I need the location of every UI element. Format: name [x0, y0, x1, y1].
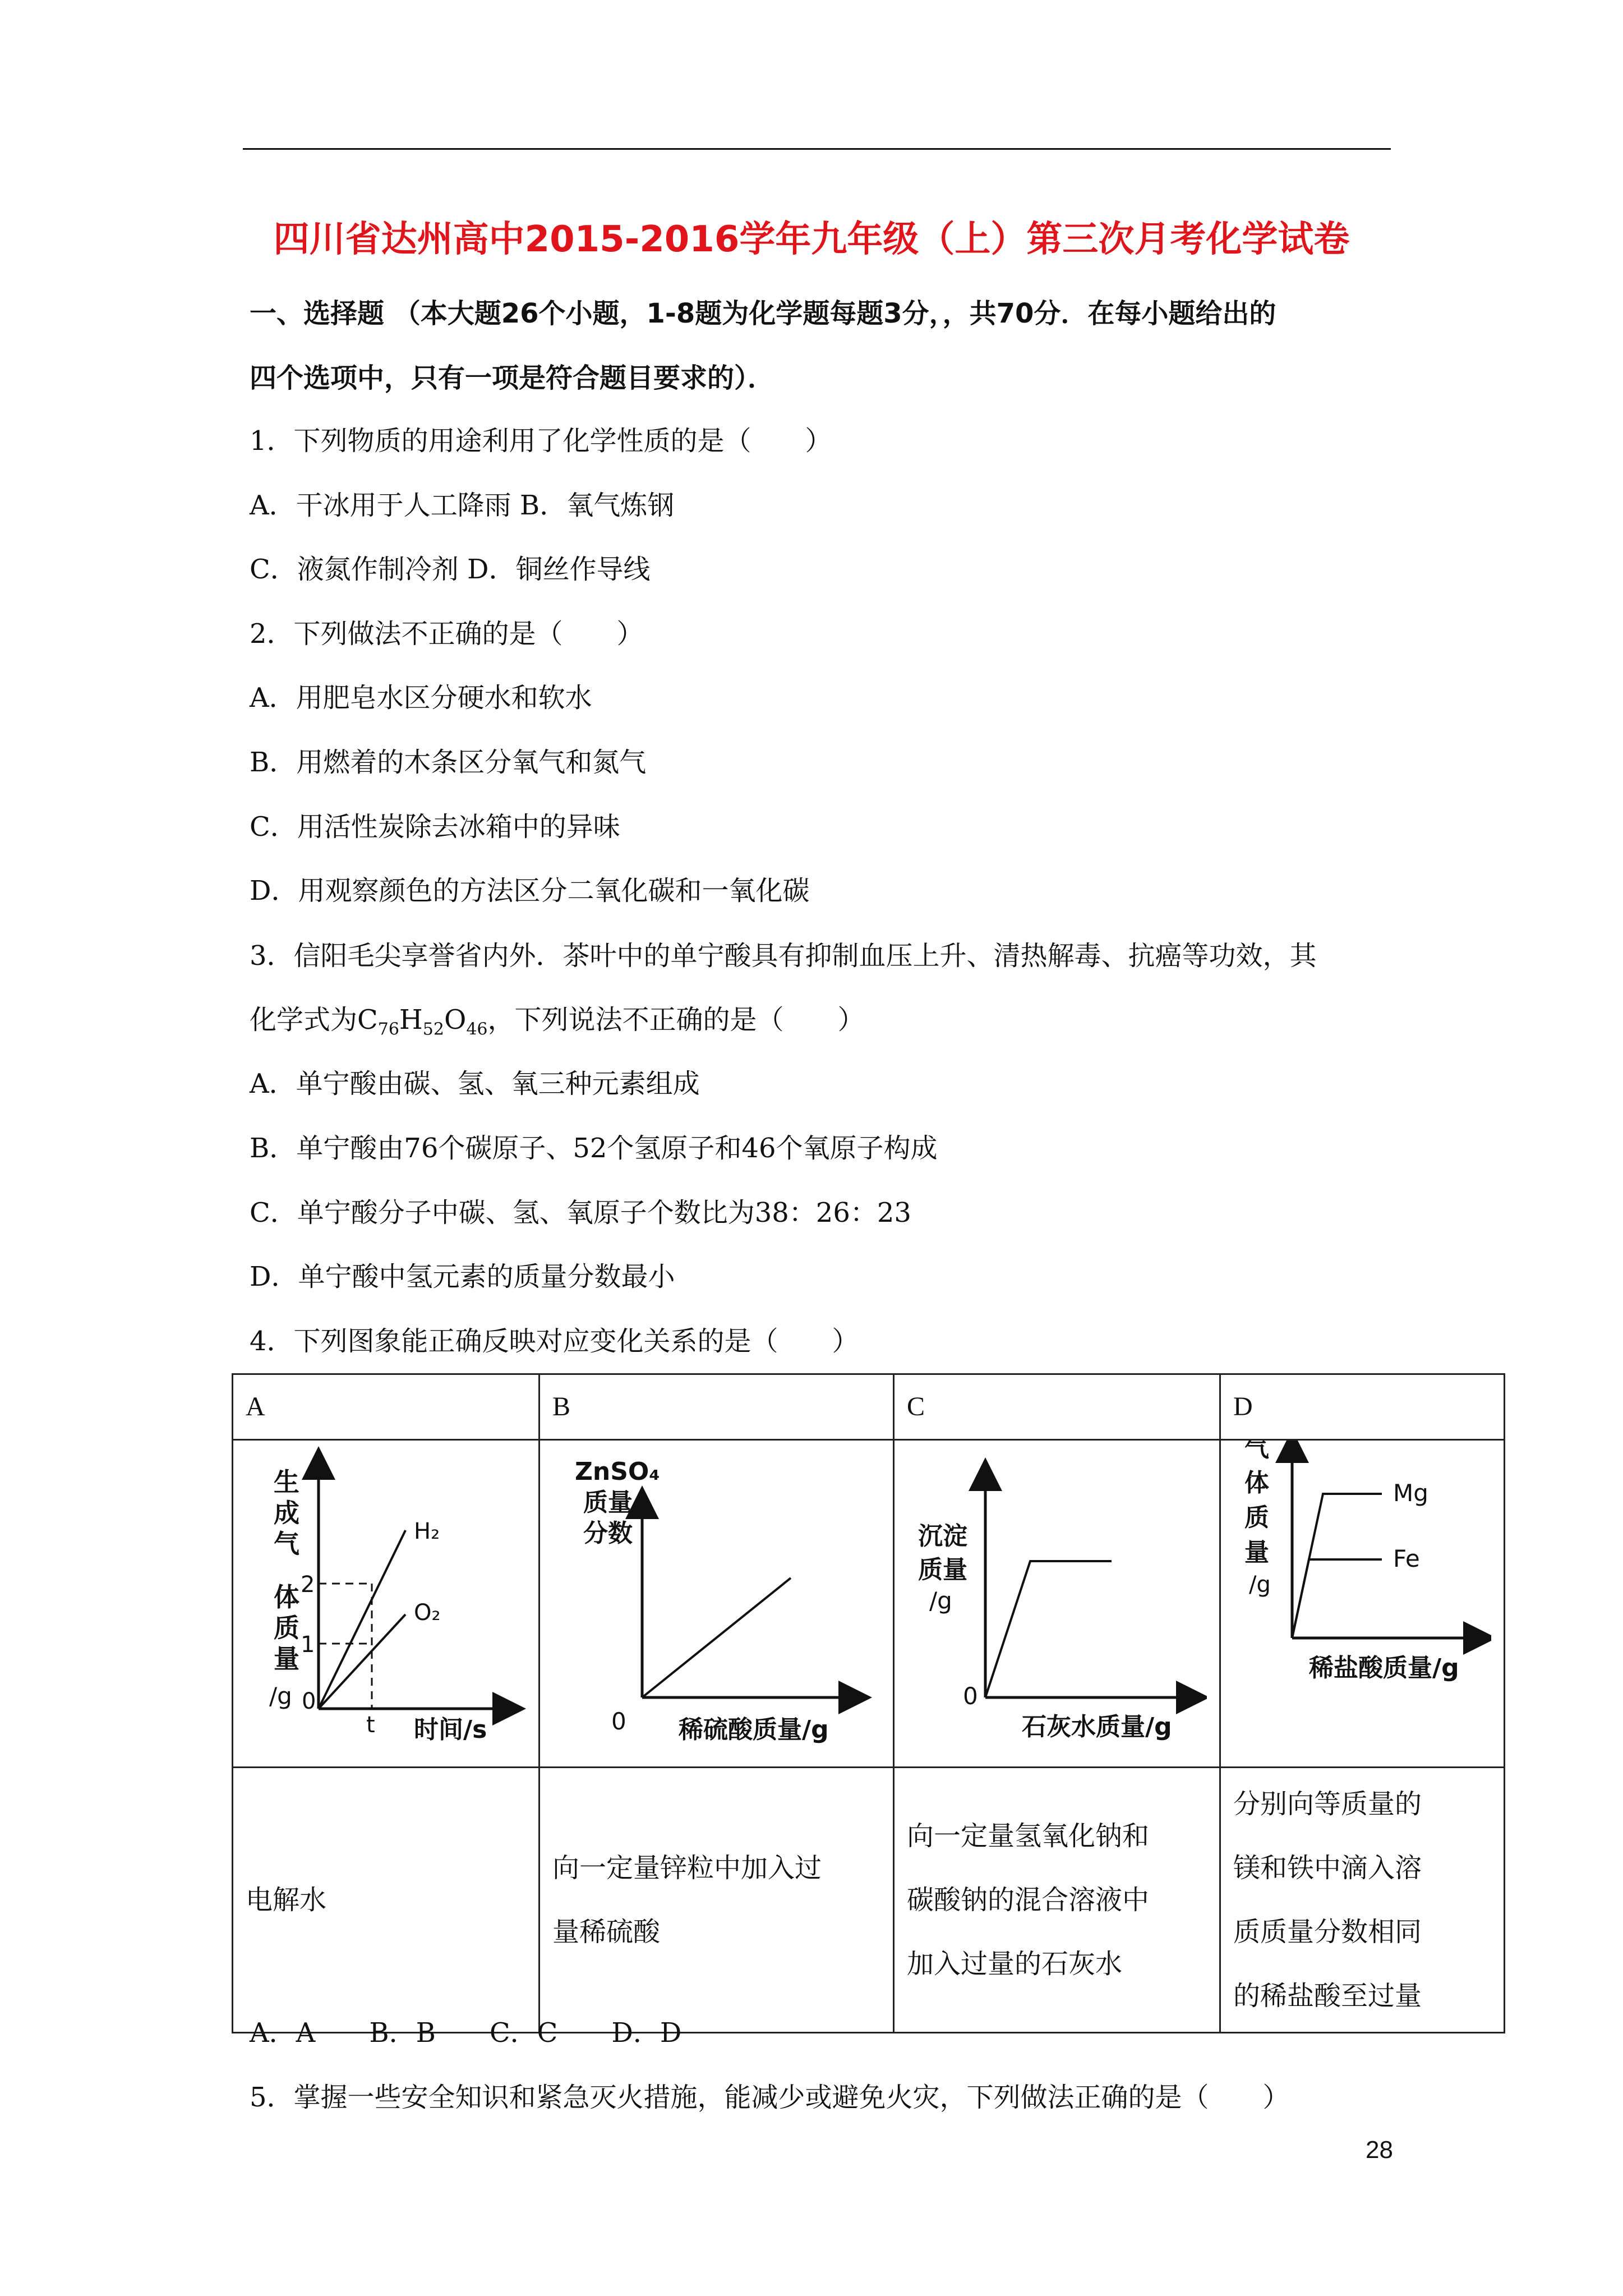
graph-c-origin: 0 — [963, 1682, 978, 1710]
q4-options: A．A B．B C．C D．D — [250, 2017, 682, 2049]
header-a: A — [233, 1374, 540, 1440]
graph-c-ylabel-1: 沉淀 — [918, 1522, 967, 1550]
q2-stem: 2．下列做法不正确的是（ ） — [250, 618, 644, 650]
graph-d-ylabel-1: 体 — [1244, 1469, 1269, 1497]
graph-c-xlabel: 石灰水质量/g — [1022, 1713, 1172, 1741]
graph-c-ylabel-3: /g — [929, 1587, 952, 1614]
graph-d-xlabel: 稀盐酸质量/g — [1309, 1654, 1459, 1682]
q1-stem: 1．下列物质的用途利用了化学性质的是（ ） — [250, 425, 832, 457]
q2-option-a: A．用肥皂水区分硬水和软水 — [250, 682, 592, 714]
desc-a: 电解水 — [233, 1768, 540, 2033]
graph-c-cell — [894, 1440, 1220, 1768]
q2-option-d: D．用观察颜色的方法区分二氧化碳和一氧化碳 — [250, 875, 810, 907]
graph-b — [552, 1441, 880, 1743]
page-number: 28 — [1366, 2136, 1393, 2164]
desc-b: 向一定量锌粒中加入过 量稀硫酸 — [540, 1768, 894, 2033]
graph-d-fe-line — [1292, 1559, 1382, 1638]
graph-a-ylabel-5: 量 — [274, 1644, 299, 1674]
graph-a-origin: 0 — [302, 1688, 316, 1714]
graph-d-mg-line — [1292, 1494, 1382, 1638]
graph-a-o2-label: O₂ — [414, 1600, 441, 1626]
graph-c-line — [985, 1561, 1112, 1697]
q3-option-a: A．单宁酸由碳、氢、氧三种元素组成 — [250, 1068, 700, 1099]
graph-a-tick-2: 2 — [301, 1572, 315, 1598]
header-b: B — [540, 1374, 894, 1440]
graph-a — [246, 1441, 526, 1743]
q2-option-c: C．用活性炭除去冰箱中的异味 — [250, 811, 620, 843]
graph-c — [907, 1441, 1207, 1743]
q1-options-row1: A．干冰用于人工降雨 B．氧气炼钢 — [250, 490, 675, 521]
q3-option-d: D．单宁酸中氢元素的质量分数最小 — [250, 1261, 675, 1292]
graph-d-mg-label: Mg — [1393, 1479, 1428, 1507]
graph-c-ylabel-2: 质量 — [918, 1556, 967, 1584]
graph-a-xlabel: 时间/s — [414, 1715, 487, 1743]
graph-a-ylabel-4: 质 — [274, 1613, 299, 1643]
graph-a-t-label: t — [366, 1712, 375, 1738]
graph-a-cell — [233, 1440, 540, 1768]
q4-graph-table — [232, 1373, 1505, 2033]
q3-stem-line2: 化学式为$C_{76}H_{52}O_{46}$，下列说法不正确的是（ ） — [250, 1004, 865, 1039]
desc-c: 向一定量氢氧化钠和 碳酸钠的混合溶液中 加入过量的石灰水 — [894, 1768, 1220, 2033]
header-c: C — [894, 1374, 1220, 1440]
graph-b-line — [642, 1578, 791, 1697]
desc-d: 分别向等质量的 镁和铁中滴入溶 质质量分数相同 的稀盐酸至过量 — [1220, 1768, 1505, 2033]
graph-a-h2-line — [319, 1530, 405, 1709]
q5-stem: 5．掌握一些安全知识和紧急灭火措施，能减少或避免火灾，下列做法正确的是（ ） — [250, 2082, 1290, 2113]
section-heading-line2: 四个选项中，只有一项是符合题目要求的）． — [250, 362, 775, 394]
graph-d — [1233, 1441, 1491, 1743]
graph-d-cell — [1220, 1440, 1505, 1768]
graph-b-ylabel-1: ZnSO₄ — [575, 1457, 660, 1486]
graph-b-ylabel-3: 分数 — [583, 1519, 633, 1548]
graph-d-fe-label: Fe — [1393, 1545, 1420, 1572]
graph-a-ylabel-1: 成 — [274, 1498, 299, 1528]
graph-b-cell — [540, 1440, 894, 1768]
graph-d-ylabel-3: 量 — [1244, 1538, 1269, 1567]
graph-a-tick-1: 1 — [301, 1632, 315, 1658]
q4-stem: 4．下列图象能正确反映对应变化关系的是（ ） — [250, 1326, 859, 1357]
header-rule — [243, 148, 1391, 150]
q2-option-b: B．用燃着的木条区分氧气和氮气 — [250, 747, 647, 778]
header-d: D — [1220, 1374, 1505, 1440]
graph-b-origin: 0 — [611, 1708, 626, 1735]
graph-a-yunit: /g — [269, 1682, 292, 1710]
page-title: 四川省达州高中2015-2016学年九年级（上）第三次月考化学试卷 — [273, 219, 1350, 260]
graph-a-h2-label: H₂ — [414, 1519, 440, 1544]
q3-stem-line1: 3．信阳毛尖享誉省内外．茶叶中的单宁酸具有抑制血压上升、清热解毒、抗癌等功效，其 — [250, 940, 1317, 972]
graph-a-ylabel-3: 体 — [274, 1582, 299, 1612]
graph-d-ylabel-2: 质 — [1244, 1503, 1269, 1532]
section-heading-line1: 一、选择题 （本大题26个小题，1-8题为化学题每题3分，，共70分．在每小题给出的 — [250, 298, 1276, 329]
graph-a-o2-line — [319, 1614, 405, 1709]
graph-b-xlabel: 稀硫酸质量/g — [679, 1715, 829, 1743]
graph-d-ylabel-0: 气 — [1244, 1441, 1269, 1462]
graph-a-ylabel-0: 生 — [274, 1467, 299, 1497]
graph-a-ylabel-2: 气 — [274, 1529, 299, 1559]
graph-d-yunit: /g — [1249, 1572, 1271, 1598]
graph-b-ylabel-2: 质量 — [583, 1488, 633, 1517]
q3-option-b: B．单宁酸由76个碳原子、52个氢原子和46个氧原子构成 — [250, 1133, 938, 1164]
q3-option-c: C．单宁酸分子中碳、氢、氧原子个数比为38：26：23 — [250, 1197, 911, 1228]
q1-options-row2: C．液氮作制冷剂 D．铜丝作导线 — [250, 554, 651, 585]
